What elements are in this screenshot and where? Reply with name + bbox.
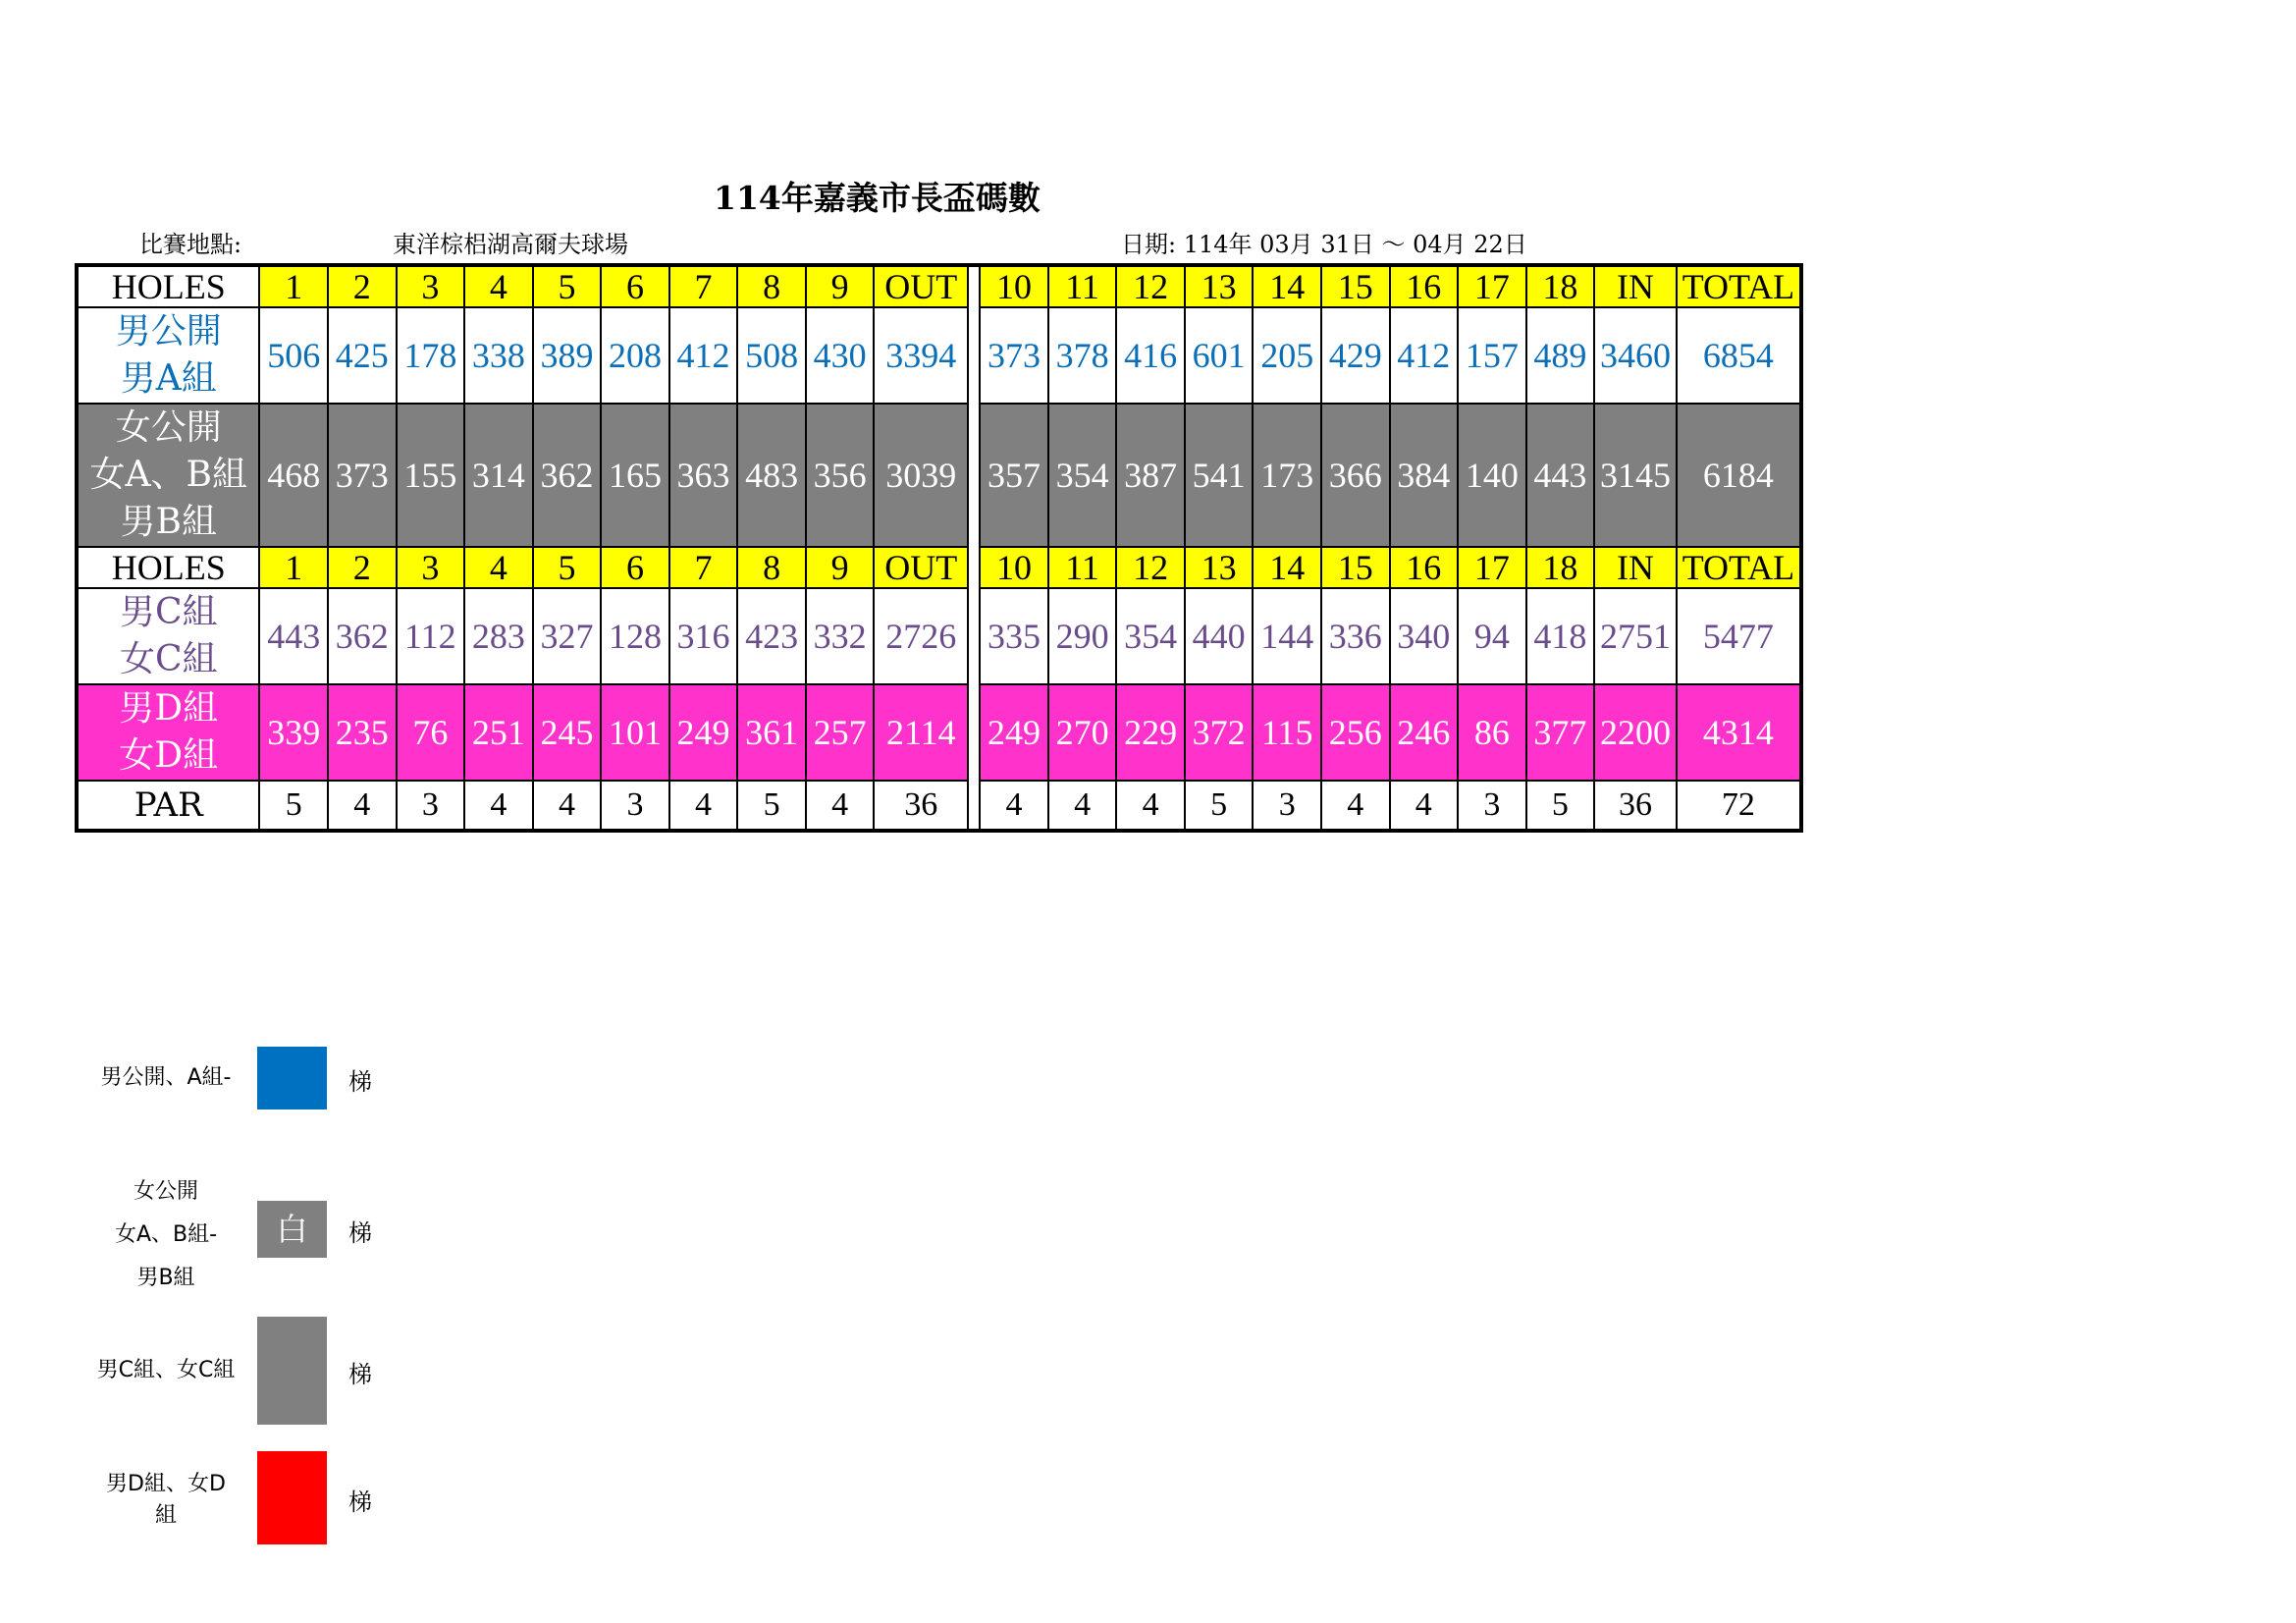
hole-number: 18 xyxy=(1526,265,1595,307)
legend-tee-label: 梯 xyxy=(348,1488,372,1516)
hole-yardage: 489 xyxy=(1526,307,1595,404)
legend-label-line: 女公開 xyxy=(133,1179,198,1204)
hole-number: 2 xyxy=(328,265,397,307)
hole-number: 14 xyxy=(1253,265,1321,307)
grand-total: 6854 xyxy=(1677,307,1801,404)
hole-yardage: 377 xyxy=(1526,684,1595,781)
hole-yardage: 412 xyxy=(1390,307,1459,404)
hole-number: 11 xyxy=(1048,265,1117,307)
column-gap xyxy=(968,265,980,307)
hole-yardage: 443 xyxy=(259,588,328,684)
hole-yardage: 357 xyxy=(980,404,1048,547)
hole-number: 8 xyxy=(737,547,806,588)
hole-yardage: 76 xyxy=(397,684,465,781)
hole-yardage: 316 xyxy=(669,588,738,684)
hole-yardage: 363 xyxy=(669,404,738,547)
in-total: 36 xyxy=(1594,781,1677,831)
grand-total: 5477 xyxy=(1677,588,1801,684)
row-label-line: 女D組 xyxy=(119,735,219,776)
hole-number: 17 xyxy=(1458,547,1526,588)
hole-yardage: 373 xyxy=(328,404,397,547)
hole-number: 13 xyxy=(1185,547,1254,588)
hole-number: TOTAL xyxy=(1677,265,1801,307)
hole-yardage: 418 xyxy=(1526,588,1595,684)
column-gap xyxy=(968,588,980,684)
hole-number: 5 xyxy=(533,265,602,307)
hole-yardage: 335 xyxy=(980,588,1048,684)
hole-yardage: 336 xyxy=(1321,588,1390,684)
holes-label: HOLES xyxy=(77,547,259,588)
hole-yardage: 378 xyxy=(1048,307,1117,404)
hole-yardage: 389 xyxy=(533,307,602,404)
hole-number: 12 xyxy=(1116,265,1185,307)
grand-total: 72 xyxy=(1677,781,1801,831)
row-label: PAR xyxy=(77,781,259,831)
hole-number: 6 xyxy=(601,547,669,588)
legend-label-line: 男B組 xyxy=(136,1266,195,1290)
hole-number: TOTAL xyxy=(1677,547,1801,588)
hole-number: OUT xyxy=(874,265,968,307)
row-label-line: 男B組 xyxy=(120,502,217,542)
date-range: 日期: 114年 03月 31日 ～ 04月 22日 xyxy=(1121,231,1527,258)
page-title: 114年嘉義市長盃碼數 xyxy=(714,179,1041,217)
hole-yardage: 416 xyxy=(1116,307,1185,404)
hole-yardage: 101 xyxy=(601,684,669,781)
hole-yardage: 506 xyxy=(259,307,328,404)
hole-yardage: 332 xyxy=(806,588,875,684)
hole-yardage: 270 xyxy=(1048,684,1117,781)
venue-label: 比賽地點: xyxy=(139,231,242,258)
hole-yardage: 140 xyxy=(1458,404,1526,547)
legend-swatch: 白 xyxy=(257,1201,327,1258)
hole-number: 10 xyxy=(980,265,1048,307)
hole-yardage: 235 xyxy=(328,684,397,781)
hole-yardage: 290 xyxy=(1048,588,1117,684)
legend-label xyxy=(53,1469,279,1532)
hole-number: 14 xyxy=(1253,547,1321,588)
hole-number: 2 xyxy=(328,547,397,588)
hole-yardage: 229 xyxy=(1116,684,1185,781)
hole-number: 3 xyxy=(397,547,465,588)
column-gap xyxy=(968,781,980,831)
hole-number: 1 xyxy=(259,265,328,307)
hole-number: 11 xyxy=(1048,547,1117,588)
yardage-row-pink xyxy=(77,684,1801,781)
hole-yardage: 3 xyxy=(1253,781,1321,831)
hole-yardage: 4 xyxy=(1116,781,1185,831)
legend-label xyxy=(53,1056,279,1100)
hole-yardage: 327 xyxy=(533,588,602,684)
legend-label xyxy=(53,1170,279,1300)
in-total: 3460 xyxy=(1594,307,1677,404)
hole-yardage: 178 xyxy=(397,307,465,404)
hole-yardage: 3 xyxy=(397,781,465,831)
hole-yardage: 443 xyxy=(1526,404,1595,547)
hole-yardage: 356 xyxy=(806,404,875,547)
hole-yardage: 429 xyxy=(1321,307,1390,404)
hole-yardage: 246 xyxy=(1390,684,1459,781)
hole-yardage: 4 xyxy=(328,781,397,831)
legend-swatch xyxy=(257,1047,327,1109)
hole-yardage: 4 xyxy=(1321,781,1390,831)
hole-yardage: 257 xyxy=(806,684,875,781)
column-gap xyxy=(968,547,980,588)
hole-yardage: 412 xyxy=(669,307,738,404)
hole-yardage: 508 xyxy=(737,307,806,404)
hole-yardage: 144 xyxy=(1253,588,1321,684)
hole-yardage: 249 xyxy=(669,684,738,781)
in-total: 2200 xyxy=(1594,684,1677,781)
hole-yardage: 5 xyxy=(737,781,806,831)
hole-number: 16 xyxy=(1390,547,1459,588)
in-total: 2751 xyxy=(1594,588,1677,684)
legend-swatch xyxy=(257,1451,327,1544)
legend-label-line: 組 xyxy=(154,1503,177,1528)
legend-label-line: 男公開、A組- xyxy=(100,1065,232,1090)
hole-number: 8 xyxy=(737,265,806,307)
row-label xyxy=(77,307,259,404)
legend-swatch xyxy=(257,1317,327,1425)
hole-yardage: 387 xyxy=(1116,404,1185,547)
hole-number: 16 xyxy=(1390,265,1459,307)
row-label xyxy=(77,404,259,547)
hole-yardage: 384 xyxy=(1390,404,1459,547)
hole-yardage: 86 xyxy=(1458,684,1526,781)
column-gap xyxy=(968,404,980,547)
grand-total: 4314 xyxy=(1677,684,1801,781)
hole-yardage: 157 xyxy=(1458,307,1526,404)
yardage-row-grey xyxy=(77,404,1801,547)
hole-yardage: 5 xyxy=(259,781,328,831)
venue-name: 東洋棕梠湖高爾夫球場 xyxy=(393,231,628,258)
legend-tee-label: 梯 xyxy=(348,1068,372,1096)
hole-yardage: 361 xyxy=(737,684,806,781)
holes-label: HOLES xyxy=(77,265,259,307)
hole-yardage: 440 xyxy=(1185,588,1254,684)
hole-yardage: 173 xyxy=(1253,404,1321,547)
hole-number: 9 xyxy=(806,265,875,307)
hole-yardage: 423 xyxy=(737,588,806,684)
hole-yardage: 541 xyxy=(1185,404,1254,547)
hole-yardage: 5 xyxy=(1526,781,1595,831)
legend-tee-label: 梯 xyxy=(348,1361,372,1388)
row-label-line: 女C組 xyxy=(119,639,218,679)
hole-number: 13 xyxy=(1185,265,1254,307)
hole-yardage: 283 xyxy=(464,588,533,684)
hole-number: 15 xyxy=(1321,265,1390,307)
row-label-line: 女公開 xyxy=(115,407,222,448)
hole-number: 18 xyxy=(1526,547,1595,588)
hole-yardage: 338 xyxy=(464,307,533,404)
legend-label-line: 男C組、女C組 xyxy=(96,1358,236,1382)
hole-yardage: 94 xyxy=(1458,588,1526,684)
hole-yardage: 4 xyxy=(1390,781,1459,831)
hole-number: 12 xyxy=(1116,547,1185,588)
hole-yardage: 340 xyxy=(1390,588,1459,684)
in-total: 3145 xyxy=(1594,404,1677,547)
hole-number: IN xyxy=(1594,547,1677,588)
hole-number: 6 xyxy=(601,265,669,307)
hole-yardage: 4 xyxy=(669,781,738,831)
legend-label-line: 女A、B組- xyxy=(114,1222,218,1247)
row-label xyxy=(77,684,259,781)
hole-yardage: 256 xyxy=(1321,684,1390,781)
hole-yardage: 366 xyxy=(1321,404,1390,547)
hole-yardage: 165 xyxy=(601,404,669,547)
hole-yardage: 112 xyxy=(397,588,465,684)
hole-yardage: 314 xyxy=(464,404,533,547)
hole-yardage: 249 xyxy=(980,684,1048,781)
out-total: 36 xyxy=(874,781,968,831)
hole-number: 4 xyxy=(464,265,533,307)
hole-yardage: 372 xyxy=(1185,684,1254,781)
yardage-scorecard xyxy=(75,263,1803,833)
yardage-row-par xyxy=(77,781,1801,831)
legend-tee-label: 梯 xyxy=(348,1219,372,1247)
hole-yardage: 354 xyxy=(1048,404,1117,547)
grand-total: 6184 xyxy=(1677,404,1801,547)
yardage-row-purple xyxy=(77,588,1801,684)
holes-header-row xyxy=(77,547,1801,588)
hole-yardage: 5 xyxy=(1185,781,1254,831)
row-label xyxy=(77,588,259,684)
hole-yardage: 115 xyxy=(1253,684,1321,781)
hole-number: 10 xyxy=(980,547,1048,588)
hole-yardage: 425 xyxy=(328,307,397,404)
row-label-line: 男D組 xyxy=(119,688,219,729)
hole-yardage: 354 xyxy=(1116,588,1185,684)
legend-label-line: 男D組、女D xyxy=(106,1472,226,1496)
row-label-line: 男A組 xyxy=(120,358,217,399)
hole-yardage: 601 xyxy=(1185,307,1254,404)
hole-yardage: 362 xyxy=(328,588,397,684)
hole-number: 5 xyxy=(533,547,602,588)
column-gap xyxy=(968,684,980,781)
hole-yardage: 4 xyxy=(806,781,875,831)
hole-yardage: 4 xyxy=(980,781,1048,831)
hole-yardage: 128 xyxy=(601,588,669,684)
hole-yardage: 483 xyxy=(737,404,806,547)
out-total: 3394 xyxy=(874,307,968,404)
hole-number: OUT xyxy=(874,547,968,588)
row-label-line: 男公開 xyxy=(115,311,222,352)
hole-yardage: 155 xyxy=(397,404,465,547)
hole-yardage: 4 xyxy=(1048,781,1117,831)
hole-yardage: 251 xyxy=(464,684,533,781)
hole-yardage: 245 xyxy=(533,684,602,781)
hole-yardage: 362 xyxy=(533,404,602,547)
hole-number: 4 xyxy=(464,547,533,588)
hole-yardage: 3 xyxy=(601,781,669,831)
hole-number: 3 xyxy=(397,265,465,307)
hole-yardage: 208 xyxy=(601,307,669,404)
hole-yardage: 3 xyxy=(1458,781,1526,831)
hole-number: 7 xyxy=(669,265,738,307)
hole-yardage: 205 xyxy=(1253,307,1321,404)
hole-yardage: 4 xyxy=(464,781,533,831)
hole-yardage: 430 xyxy=(806,307,875,404)
hole-number: IN xyxy=(1594,265,1677,307)
hole-yardage: 373 xyxy=(980,307,1048,404)
out-total: 2114 xyxy=(874,684,968,781)
legend-label xyxy=(53,1349,279,1392)
hole-number: 17 xyxy=(1458,265,1526,307)
hole-number: 1 xyxy=(259,547,328,588)
holes-header-row xyxy=(77,265,1801,307)
row-label-line: 男C組 xyxy=(119,592,218,632)
yardage-row-blue xyxy=(77,307,1801,404)
hole-yardage: 339 xyxy=(259,684,328,781)
hole-number: 15 xyxy=(1321,547,1390,588)
hole-number: 9 xyxy=(806,547,875,588)
row-label-line: 女A、B組 xyxy=(89,455,247,495)
out-total: 2726 xyxy=(874,588,968,684)
out-total: 3039 xyxy=(874,404,968,547)
hole-yardage: 468 xyxy=(259,404,328,547)
hole-yardage: 4 xyxy=(533,781,602,831)
hole-number: 7 xyxy=(669,547,738,588)
column-gap xyxy=(968,307,980,404)
